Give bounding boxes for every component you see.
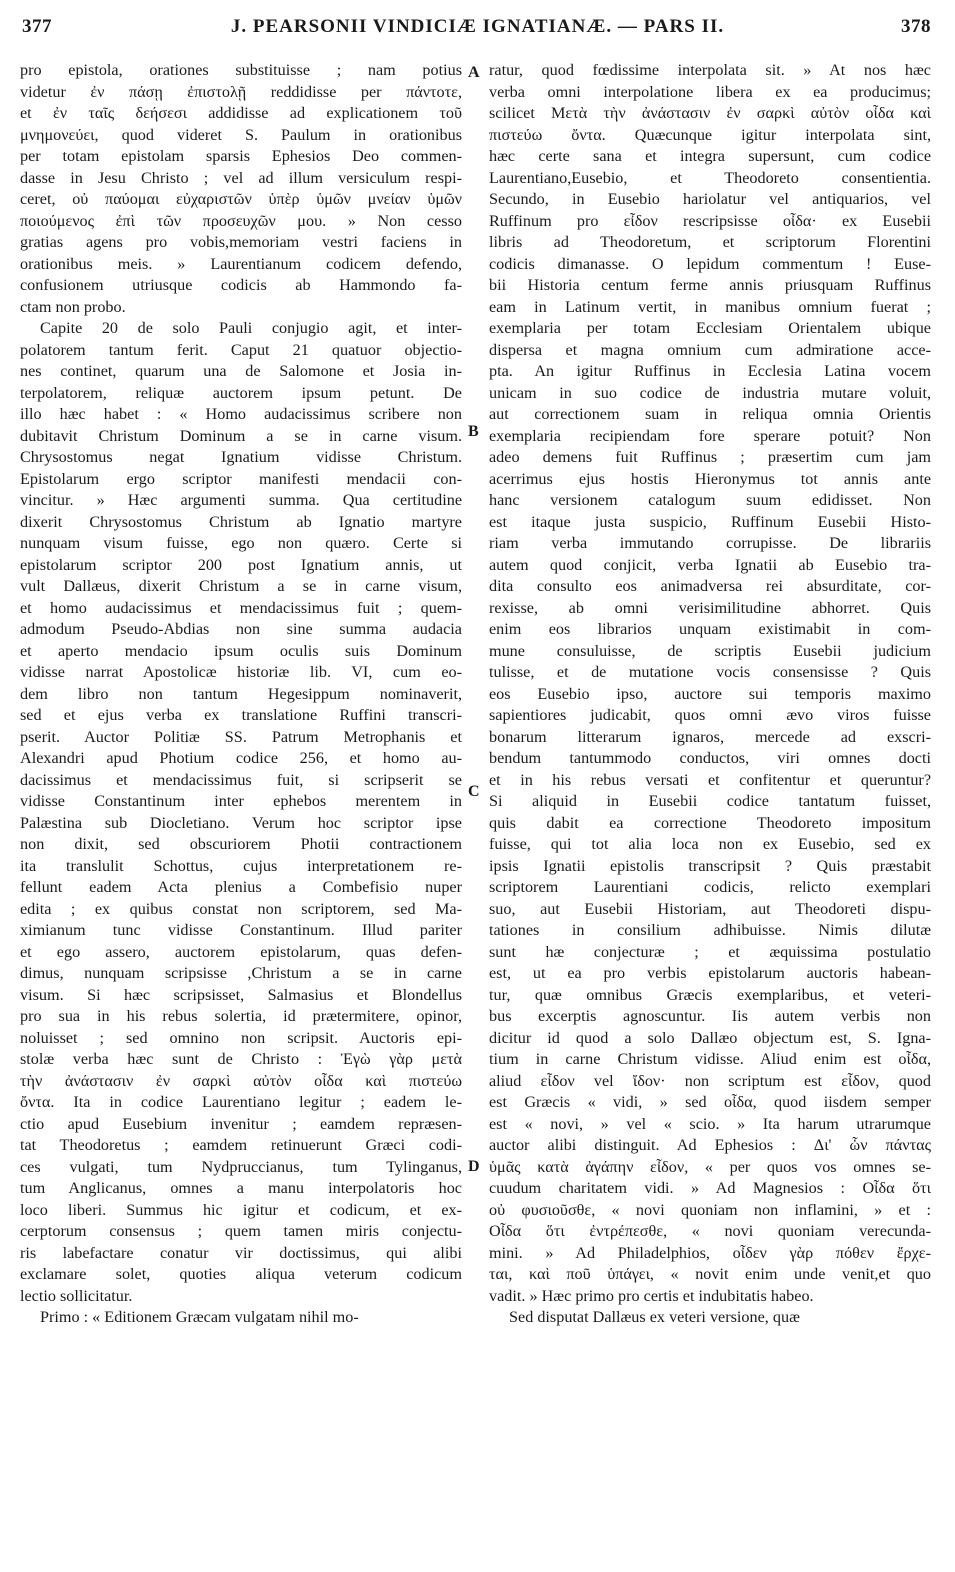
margin-marker-c: C [468,783,480,800]
text-line: est itaque justa suspicio, Ruffinum Eusebii Histo- [489,512,931,531]
text-line: dasse in Jesu Christo ; vel ad illum versiculum respi- [20,168,462,187]
right-text-column [489,60,931,1329]
margin-marker-a: A [468,64,480,81]
text-line: Chrysostomus negat Ignatium vidisse Christum. [20,448,462,466]
text-line: dita consulto eos animadversa rei absurditate, cor- [489,577,931,595]
text-line: non dixit, sed obscuriorem Photii contractionem [20,835,462,853]
left-page-number: 377 [22,16,52,37]
text-line: rexisse, ab omni verisimilitudine abhorret. Quis [489,598,931,617]
text-line: noluisset ; sed omnino non scripsit. Auctoris epi- [20,1028,462,1047]
text-line: Si aliquid in Eusebii codice tantatum fuisset, [489,792,931,810]
text-line: Epistolarum ergo scriptor manifesti mendacii con- [20,469,462,488]
text-line: dixerit Chrysostomus Christum ab Ignatio martyre [20,512,462,531]
text-line: et ego assero, auctorem epistolarum, quas defen- [20,942,462,961]
text-line: vadit. » Hæc primo pro certis et indubitatis habeo. [489,1286,814,1305]
text-line: tat Theodoretus ; eamdem retinuerunt Græci codi- [20,1136,462,1154]
text-line: et aperto mendacio ipsum oculis suis Dominum [20,641,462,660]
text-line: tationes in consilium adhibuisse. Nimis dilutæ [489,921,931,939]
text-line: ται, καὶ ποῦ ὑπάγει, « novit enim unde venit,et quo [489,1265,931,1283]
text-line: τὴν ἀνάστασιν ἐν σαρκὶ αὐτὸν οἶδα καὶ πιστεύω [20,1071,462,1090]
text-line: dacissimus et mendacissimus fuit, si scripserit se [20,770,462,789]
text-line: mini. » Ad Philadelphios, οἶδεν γὰρ πόθεν ἔρχε- [489,1243,931,1262]
text-line: tur, quæ omnibus Græcis exemplaribus, et veteri- [489,985,931,1004]
text-line: Capite 20 de solo Pauli conjugio agit, et inter- [40,319,462,337]
text-line: vidisse Constantinum inter ephebos merentem in [20,792,462,810]
text-line: est Græcis « vidi, » sed οἶδα, quod iisdem semper [489,1093,931,1111]
text-line: tium in carne Christum vidisse. Aliud enim est οἶδα, [489,1050,931,1068]
text-line: pserit. Auctor Politiæ SS. Patrum Metrophanis et [20,727,462,746]
text-line: est « novi, » vel « scio. » Ita harum utrarumque [489,1114,931,1133]
text-line: πιστεύω ὄντα. Quæcunque igitur interpolata sint, [489,125,931,144]
page-header [22,8,933,48]
text-line: ὑμᾶς κατὰ ἀγάπην εἶδον, « per quos vos omnes se- [489,1157,931,1176]
text-line: vidisse narrat Apostolicæ historiæ lib. VI, cum eo- [20,663,462,681]
text-line: eam in Latinum vertit, in manibus omnium fuerat ; [489,297,931,316]
text-line: aliud εἶδον vel ἴδον· non scriptum est εἶδον, quod [489,1071,931,1090]
text-line: mune consuluisse, de scriptis Eusebii judicium [489,641,931,660]
text-line: eos Eusebio ipso, auctore sui temporis maximo [489,684,931,703]
text-line: verba omni interpolatione libera ex ea producimus; [489,82,931,101]
text-line: stolæ verba hæc sunt de Christo : Ἐγὼ γὰρ μετὰ [20,1050,462,1068]
text-line: et homo audacissimus et mendacissimus fuit ; quem- [20,598,462,617]
text-line: codicis dimanasse. O lepidum commentum ! Euse- [489,254,931,273]
text-line: scilicet Μετὰ τὴν ἀνάστασιν ἐν σαρκὶ αὐτὸν οἶδα καὶ [489,104,931,122]
text-line: ctam non probo. [20,297,126,316]
text-line: terpolatorem, reliquæ auctorem ipsum petunt. De [20,383,462,402]
text-line: libris ad Theodoretum, et scriptorum Florentini [489,233,931,251]
text-line: dem libro non tantum Hegesippum nominaverit, [20,684,462,703]
text-line: dubitavit Christum Dominum a se in carne visum. [20,426,462,445]
text-line: ctio apud Eusebium invenitur ; eamdem repræsen- [20,1114,462,1133]
text-line: et in his rebus versati et confitentur et queruntur? [489,770,931,789]
text-line: bendum tantummodo conductos, viri omnes docti [489,749,931,767]
text-line: ipsis Ignatii epistolis transcripsit ? Quis præstabit [489,856,931,875]
text-line: Laurentiano,Eusebio, et Theodoreto consentientia. [489,168,931,187]
text-line: admodum Pseudo-Abdias non sine summa audacia [20,620,462,638]
text-line: videtur ἐν πάσῃ ἐπιστολῇ reddidisse per πάντοτε, [20,82,462,101]
text-line: fellunt eadem Acta plenius a Combefisio nuper [20,878,462,896]
text-line: bus excerptis agnoscuntur. Iis autem verbis non [489,1007,931,1025]
text-line: tum Anglicanus, omnes a manu interpolatoris hoc [20,1179,462,1197]
text-line: illo hæc habet : « Homo audacissimus scribere non [20,405,462,423]
text-line: cerptorum consensus ; quem tamen miris conjectu- [20,1222,462,1240]
text-line: confusionem utriusque codicis ab Hammondo fa- [20,276,462,294]
text-line: ita translulit Schottus, cujus interpretationem re- [20,856,462,875]
text-line: bonarum litterarum ignaros, mercede ad exscri- [489,727,931,746]
text-line: polatorem tantum ferit. Caput 21 quatuor objectio- [20,340,462,359]
running-title: J. PEARSONII VINDICIÆ IGNATIANÆ. — PARS II. [230,16,725,37]
text-line: sunt hæ conjecturæ ; et æquissima postulatio [489,942,931,961]
text-line: visum. Si hæc scripsisset, Salmasius et Blondellus [20,985,462,1004]
text-line: Palæstina sub Diocletiano. Verum hoc scriptor ipse [20,813,462,832]
text-line: exemplaria recipiendam fore sperare potuit? Non [489,426,931,445]
text-line: bii Historia centum ferme annis priusquam Ruffinus [489,276,931,294]
text-line: auctor alibi distinguit. Ad Ephesios : Δι' ὧν πάντας [489,1136,931,1154]
text-line: ximianum tunc vidisse Constantinum. Illud pariter [20,921,462,939]
text-line: exclamare solet, quoties aliqua veterum codicum [20,1265,462,1283]
text-line: orationibus meis. » Laurentianum codicem defendo, [20,254,462,273]
text-line: quis dabit ea correctione Theodoreto impositum [489,813,931,832]
text-line: est, ut ea pro verbis epistolarum auctoris habean- [489,964,931,982]
text-line: Primo : « Editionem Græcam vulgatam nihil mo- [40,1308,359,1326]
text-line: Sed disputat Dallæus ex veteri versione, quæ [509,1308,800,1326]
text-line: μνημονεύει, quod videret S. Paulum in orationibus [20,125,462,144]
text-line: epistolarum scriptor 200 post Ignatium annis, ut [20,555,462,574]
text-line: gratias agens pro vobis,memoriam vestri faciens in [20,233,462,251]
text-line: ris labefactare conatur vir doctissimus, qui alibi [20,1243,462,1262]
text-line: exemplaria per totam Ecclesiam Orientalem ubique [489,319,931,337]
margin-marker-b: B [468,423,479,440]
text-line: Secundo, in Eusebio hariolatur vel antiquarios, vel [489,190,931,208]
text-line: cuudum charitatem vidi. » Ad Magnesios : Οἶδα ὅτι [489,1179,931,1197]
text-line: nunquam visum fuisse, ego non quæro. Certe si [20,534,462,552]
text-line: Ruffinum pro εἶδον rescripsisse οἶδα· ex Eusebii [489,211,931,230]
text-line: pro sua in his rebus solertia, id prætermitere, opinor, [20,1007,462,1025]
text-line: hanc versionem catalogum suum edidisset. Non [489,491,931,509]
text-line: pta. An igitur Ruffinus in Ecclesia Latina vocem [489,362,931,380]
text-line: ὄντα. Ita in codice Laurentiano legitur ; eadem le- [20,1093,462,1111]
text-line: adeo demens fuit Ruffinus ; præsertim cum jam [489,448,931,466]
text-line: οὐ φυσιοῦσθε, « novi quoniam non inflamini, » et : [489,1200,931,1219]
right-page-number: 378 [901,16,931,37]
text-line: unicam in suo codice de industria mutare voluit, [489,383,931,402]
text-line: dimus, nunquam scripsisse ,Christum a se in carne [20,964,462,982]
text-line: et ἐν ταῖς δεήσεσι addidisse ad explicationem τοῦ [20,104,462,122]
text-line: ratur, quod fœdissime interpolata sit. » At nos hæc [489,61,931,79]
text-line: riam verba immutando corrupisse. De librariis [489,534,931,552]
text-line: aut correctionem suam in reliqua omnia Orientis [489,405,931,423]
text-line: sapientiores judicabit, quos omni ævo viros fuisse [489,706,931,724]
text-line: per totam epistolam sparsis Ephesios Deo commen- [20,147,462,165]
text-line: suo, aut Eusebii Historiam, aut Theodoreti dispu- [489,899,931,918]
text-line: Οἶδα ὅτι ἐντρέπεσθε, « novi quoniam verecunda- [489,1222,931,1240]
text-line: ces vulgati, tum Nydpruccianus, tum Tylinganus, [20,1157,462,1176]
text-line: sed et ejus verba ex translatione Ruffini transcri- [20,706,462,724]
text-line: dispersa et magna omnium cum admiratione acce- [489,340,931,359]
text-line: ποιούμενος ἐπὶ τῶν προσευχῶν μου. » Non cesso [20,211,462,230]
text-line: dicitur id quod a solo Dallæo objectum est, S. Igna- [489,1028,931,1047]
left-text-column [20,60,462,1329]
text-line: vult Dallæus, dixerit Christum a se in carne visum, [20,577,462,595]
text-line: scriptorem Laurentiani codicis, relicto exemplari [489,878,931,896]
text-line: vincitur. » Hæc argumenti summa. Qua certitudine [20,491,462,509]
text-line: autem quod conjicit, verba Ignatii ab Eusebio tra- [489,555,931,574]
text-line: hæc certe sana et integra supersunt, cum codice [489,147,931,165]
text-line: ceret, οὐ παύομαι εὐχαριστῶν ὑπὲρ ὑμῶν μνείαν ὑμῶν [20,190,462,208]
text-line: tulisse, et de mutatione vocis consensisse ? Quis [489,663,931,681]
text-line: lectio sollicitatur. [20,1286,133,1305]
text-line: acerrimus ejus hostis Hieronymus tot annis ante [489,469,931,488]
text-line: pro epistola, orationes substituisse ; nam potius [20,61,462,79]
text-line: nes continet, quarum una de Salomone et Josia in- [20,362,462,380]
text-line: Alexandri apud Photium codice 256, et homo au- [20,749,462,767]
text-line: enim eos librarios unquam existimabit in com- [489,620,931,638]
text-line: loco liberi. Summus hic igitur et codicum, et ex- [20,1200,462,1219]
margin-marker-d: D [468,1158,480,1175]
text-line: edita ; ex quibus constat non scriptorem, sed Ma- [20,899,462,918]
text-line: fuisse, qui tot alia loca non ex Eusebio, sed ex [489,835,931,853]
